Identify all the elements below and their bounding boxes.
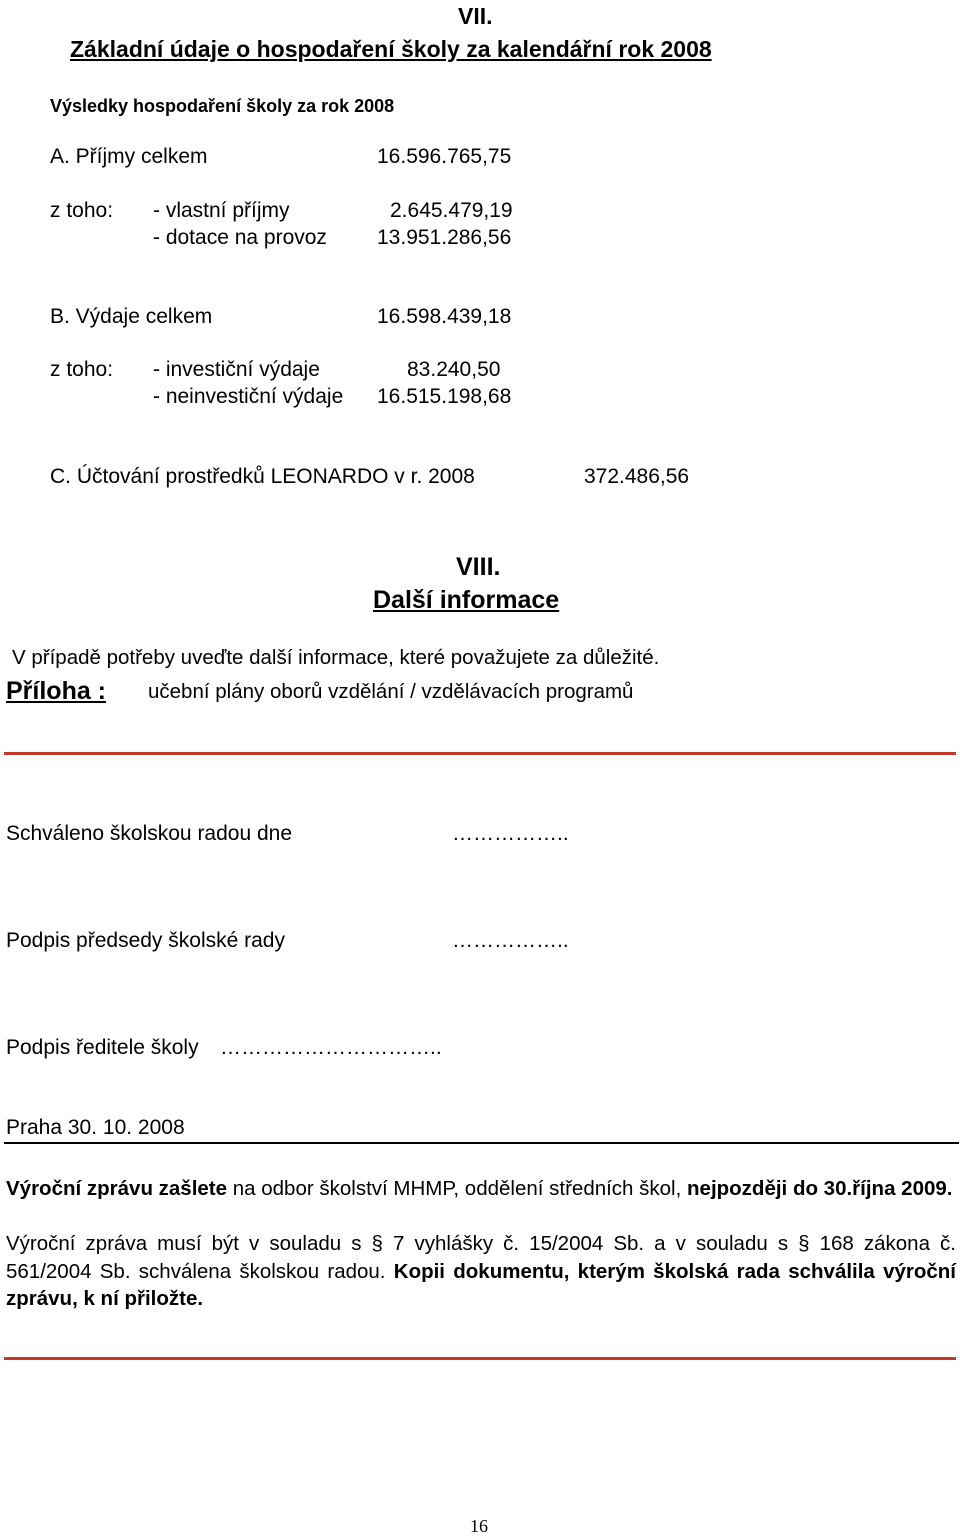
operating-subsidy-value: 13.951.286,56 — [377, 226, 512, 249]
section-7-subtitle: Výsledky hospodaření školy za rok 2008 — [50, 96, 395, 116]
notice-bold-send: Výroční zprávu zašlete — [6, 1177, 228, 1200]
investment-expense-value: 83.240,50 — [407, 358, 501, 381]
red-separator-top — [4, 752, 956, 755]
expense-total-label: B. Výdaje celkem — [50, 305, 213, 328]
noninvestment-expense-label: - neinvestiční výdaje — [153, 385, 344, 408]
red-separator-bottom — [4, 1357, 956, 1360]
expense-breakdown-prefix: z toho: — [50, 358, 114, 381]
own-income-label: - vlastní příjmy — [153, 199, 290, 222]
notice-text-address: na odbor školství MHMP, oddělení středních škol, — [227, 1177, 688, 1200]
section-8-instruction: V případě potřeby uveďte další informace, které považujete za důležité. — [12, 646, 660, 669]
attachment-label: Příloha : — [6, 677, 107, 705]
notice-bold-attach: Kopii dokumentu, kterým školská rada schválila výroční zprávu, k ní přiložte. — [6, 1259, 957, 1310]
section-7-number: VII. — [458, 3, 493, 29]
income-total-value: 16.596.765,75 — [377, 145, 512, 168]
leonardo-value: 372.486,56 — [584, 465, 690, 488]
approved-date-line: …………….. — [452, 822, 569, 845]
expense-total-value: 16.598.439,18 — [377, 305, 512, 328]
page-number: 16 — [470, 1516, 488, 1536]
operating-subsidy-label: - dotace na provoz — [153, 226, 327, 249]
income-total-label: A. Příjmy celkem — [50, 145, 208, 168]
notice-text-compliance: Výroční zpráva musí být v souladu s § 7 vyhlášky č. 15/2004 Sb. a v souladu s § 168 zákona č. 561/2004 Sb. schválena školskou radou. — [6, 1232, 956, 1283]
section-8-title: Další informace — [373, 586, 560, 614]
leonardo-label: C. Účtování prostředků LEONARDO v r. 2008 — [50, 465, 475, 488]
investment-expense-label: - investiční výdaje — [153, 358, 320, 381]
income-breakdown-prefix: z toho: — [50, 199, 114, 222]
section-7-title: Základní údaje o hospodaření školy za kalendářní rok 2008 — [70, 36, 712, 62]
own-income-value: 2.645.479,19 — [390, 199, 513, 222]
notice-paragraph-1 — [6, 1175, 956, 1203]
director-signature-label: Podpis ředitele školy — [6, 1036, 199, 1059]
place-date: Praha 30. 10. 2008 — [6, 1116, 185, 1139]
section-8-number: VIII. — [456, 553, 501, 581]
approved-label: Schváleno školskou radou dne — [6, 822, 293, 845]
chair-signature-label: Podpis předsedy školské rady — [6, 929, 285, 952]
noninvestment-expense-value: 16.515.198,68 — [377, 385, 512, 408]
notice-paragraph-2 — [6, 1230, 956, 1313]
black-separator — [4, 1142, 959, 1144]
director-signature-line: ………………………….. — [220, 1036, 442, 1059]
attachment-text: učební plány oborů vzdělání / vzdělávacích programů — [148, 680, 634, 703]
chair-signature-line: …………….. — [452, 929, 569, 952]
notice-bold-deadline: nejpozději do 30.října 2009. — [687, 1177, 953, 1200]
